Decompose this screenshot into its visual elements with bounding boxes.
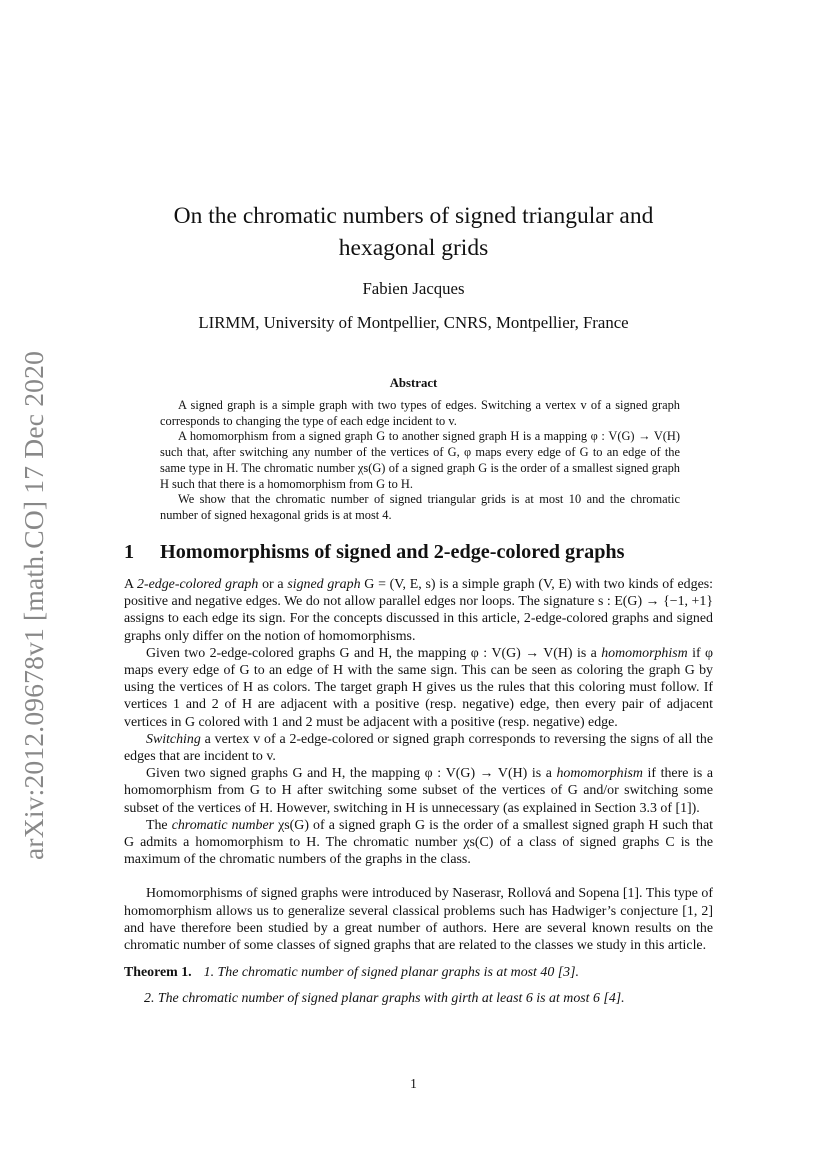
- section-title: Homomorphisms of signed and 2-edge-colored graphs: [160, 541, 625, 563]
- abstract-paragraph: We show that the chromatic number of signed triangular grids is at most 10 and the chromatic number of signed hexagonal grids is at most 4.: [160, 492, 680, 522]
- theorem-item-2: 2. The chromatic number of signed planar graphs with girth at least 6 is at most 6 [4].: [144, 991, 625, 1007]
- section-heading: [124, 541, 724, 564]
- author-affiliation: LIRMM, University of Montpellier, CNRS, Montpellier, France: [198, 313, 629, 332]
- body-paragraph: Homomorphisms of signed graphs were introduced by Naserasr, Rollová and Sopena [1]. This type of homomorphism allows us to generalize several classical problems such has Hadwiger’s conjecture [1, 2] and have therefore been studied by a great number of authors. Here are several known results on the chromatic number of some classes of signed graphs that are related to the classes we study in this article.: [124, 886, 713, 954]
- author-name: Fabien Jacques: [362, 279, 465, 298]
- abstract-heading: Abstract: [389, 376, 438, 390]
- abstract-paragraph: A homomorphism from a signed graph G to another signed graph H is a mapping φ : V(G) → V(H) such that, after switching any number of the vertices of G, φ maps every edge of G to an edge of the same type in H. The chromatic number χs(G) of a signed graph G is the order of a smallest signed graph H such that there is a homomorphism from G to H.: [160, 429, 680, 491]
- body-paragraph: A 2-edge-colored graph or a signed graph G = (V, E, s) is a simple graph (V, E) with two kinds of edges: positive and negative edges. We do not allow parallel edges nor loops. The signature s : E(G) → {−1, +1} assigns to each edge its sign. For the concepts discussed in this article, 2-edge-colored graphs and signed graphs only differ on the notion of homomorphisms.: [124, 577, 713, 644]
- body-paragraph: Switching a vertex v of a 2-edge-colored or signed graph corresponds to reversing the signs of all the edges that are incident to v.: [124, 731, 713, 765]
- page-number: 1: [410, 1076, 417, 1091]
- title-line-1: On the chromatic numbers of signed triangular and: [173, 203, 654, 229]
- theorem-1: [124, 964, 713, 981]
- body-text: [124, 576, 713, 1008]
- theorem-label: Theorem 1.: [124, 965, 192, 981]
- abstract-paragraph: A signed graph is a simple graph with two types of edges. Switching a vertex v of a signed graph corresponds to changing the type of each edge incident to v.: [160, 398, 680, 428]
- section-number: 1: [124, 541, 135, 563]
- theorem-item-1: 1. The chromatic number of signed planar graphs is at most 40 [3].: [203, 965, 579, 981]
- body-paragraph: Given two signed graphs G and H, the mapping φ : V(G) → V(H) is a homomorphism if there is a homomorphism from G to H after switching some subset of the vertices of G and/or switching some subset of the vertices of H. However, switching in H is unnecessary (as explained in Section 3.3 of [1]).: [124, 766, 713, 816]
- body-paragraph: Given two 2-edge-colored graphs G and H, the mapping φ : V(G) → V(H) is a homomorphism if φ maps every edge of G to an edge of H with the same sign. This can be seen as coloring the graph G by using the vertices of H as colors. The target graph H gives us the rules that this coloring must follow. If vertices 1 and 2 of H are adjacent with a positive (resp. negative) edge, then every pair of adjacent vertices in G colored with 1 and 2 must be adjacent with a positive (resp. negative) edge.: [124, 645, 713, 730]
- title-line-2: hexagonal grids: [338, 235, 489, 261]
- body-paragraph: The chromatic number χs(G) of a signed graph G is the order of a smallest signed graph H such that G admits a homomorphism to H. The chromatic number χs(C) of a class of signed graphs C is the maximum of the chromatic numbers of the graphs in the class.: [124, 817, 714, 868]
- arxiv-identifier: arXiv:2012.09678v1 [math.CO] 17 Dec 2020: [18, 350, 49, 860]
- paper-title: [0, 200, 827, 264]
- abstract-body: [160, 398, 680, 524]
